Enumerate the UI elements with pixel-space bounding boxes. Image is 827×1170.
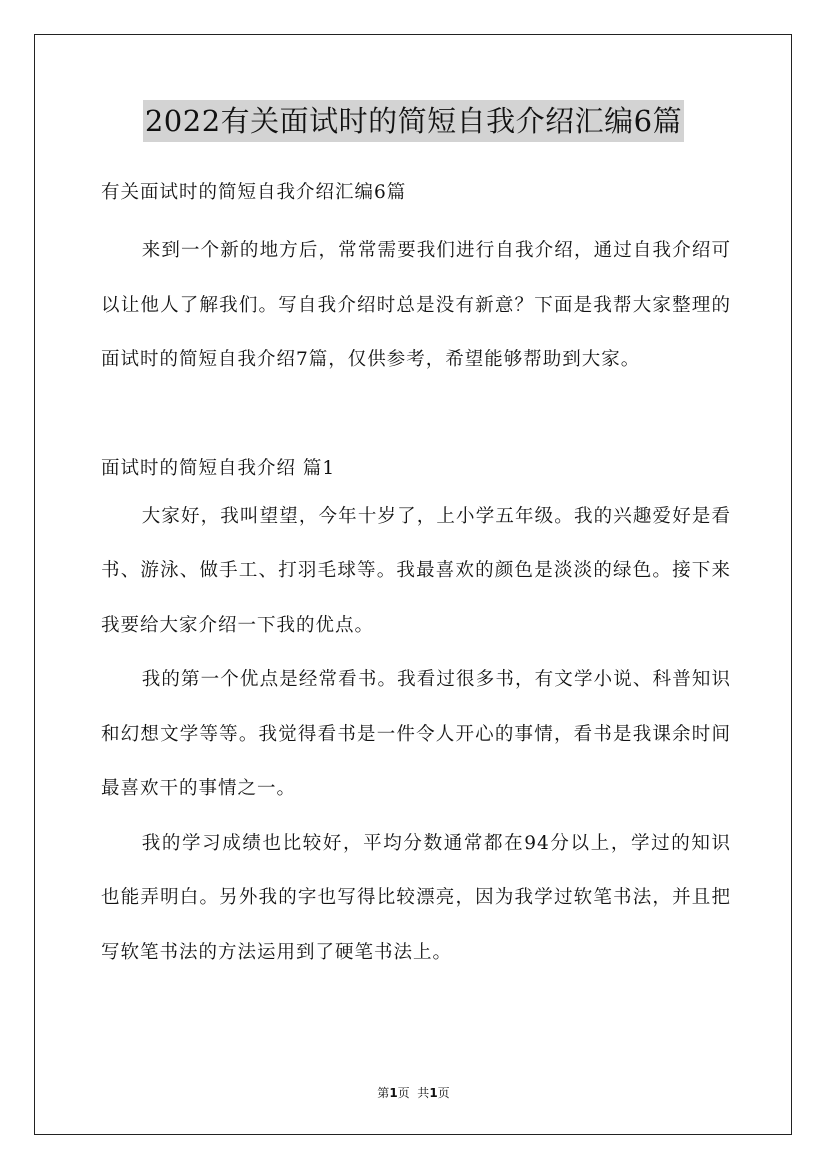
document-subtitle: 有关面试时的简短自我介绍汇编6篇: [101, 182, 407, 203]
section-paragraph: 我的第一个优点是经常看书。我看过很多书，有文学小说、科普知识和幻想文学等等。我觉得看书是一件令人开心的事情，看书是我课余时间最喜欢干的事情之一。: [101, 669, 731, 799]
section-paragraph: 我的学习成绩也比较好，平均分数通常都在94分以上，学过的知识也能弄明白。另外我的字也写得比较漂亮，因为我学过软笔书法，并且把写软笔书法的方法运用到了硬笔书法上。: [101, 832, 731, 963]
page-footer: [0, 1084, 827, 1101]
section-heading: 面试时的简短自我介绍 篇1: [101, 457, 336, 479]
footer-page-prefix: 第: [377, 1086, 390, 1100]
footer-page-mid: 页 共: [397, 1086, 430, 1100]
document-body: [101, 172, 731, 980]
document-title: 2022有关面试时的简短自我介绍汇编6篇: [143, 100, 684, 142]
intro-paragraph: 来到一个新的地方后，常常需要我们进行自我介绍，通过自我介绍可以让他人了解我们。写自我介绍时总是没有新意？下面是我帮大家整理的面试时的简短自我介绍7篇，仅供参考，希望能够帮助到大家。: [101, 240, 731, 370]
footer-page-total: 1: [429, 1086, 438, 1100]
title-wrap: [0, 100, 827, 142]
footer-page-suffix: 页: [437, 1086, 450, 1100]
footer-page-current: 1: [389, 1086, 398, 1100]
section-paragraph: 大家好，我叫望望，今年十岁了，上小学五年级。我的兴趣爱好是看书、游泳、做手工、打羽毛球等。我最喜欢的颜色是淡淡的绿色。接下来我要给大家介绍一下我的优点。: [101, 505, 731, 636]
